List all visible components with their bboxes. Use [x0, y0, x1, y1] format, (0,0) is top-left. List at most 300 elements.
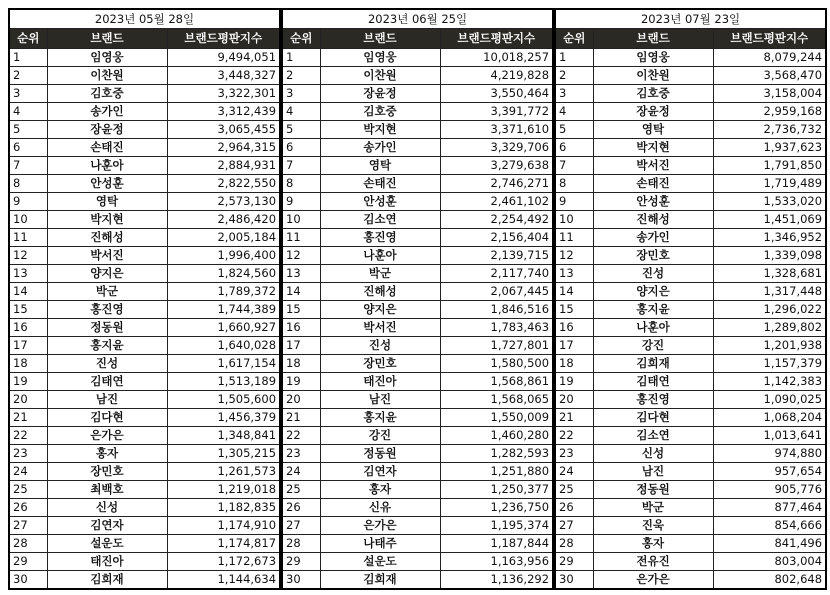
- score-cell: 1,142,383: [713, 373, 826, 391]
- table-row: [555, 157, 826, 175]
- rank-cell: 29: [9, 553, 47, 571]
- rank-cell: 10: [282, 211, 320, 229]
- brand-cell: 김다현: [47, 409, 167, 427]
- rank-header: 순위: [282, 29, 320, 49]
- rank-cell: 21: [9, 409, 47, 427]
- score-cell: 1,937,623: [713, 139, 826, 157]
- score-cell: 1,174,910: [167, 517, 280, 535]
- score-cell: 1,568,065: [440, 391, 553, 409]
- score-cell: 2,117,740: [440, 265, 553, 283]
- score-cell: 1,305,215: [167, 445, 280, 463]
- rank-cell: 14: [555, 283, 593, 301]
- table-row: [555, 571, 826, 590]
- brand-cell: 홍자: [320, 481, 440, 499]
- table-row: [9, 445, 280, 463]
- score-cell: 2,067,445: [440, 283, 553, 301]
- table-row: [9, 211, 280, 229]
- table-row: [9, 103, 280, 121]
- table-row: [282, 175, 553, 193]
- brand-cell: 영탁: [593, 121, 713, 139]
- rank-cell: 7: [282, 157, 320, 175]
- brand-cell: 태진아: [320, 373, 440, 391]
- brand-cell: 박서진: [47, 247, 167, 265]
- rank-cell: 13: [9, 265, 47, 283]
- score-cell: 2,736,732: [713, 121, 826, 139]
- brand-cell: 박지현: [593, 139, 713, 157]
- score-cell: 1,282,593: [440, 445, 553, 463]
- brand-cell: 영탁: [320, 157, 440, 175]
- table-row: [9, 139, 280, 157]
- score-cell: 3,158,004: [713, 85, 826, 103]
- brand-cell: 은가은: [593, 571, 713, 590]
- table-row: [282, 193, 553, 211]
- rank-cell: 28: [282, 535, 320, 553]
- rank-cell: 3: [9, 85, 47, 103]
- brand-cell: 신성: [593, 445, 713, 463]
- table-row: [9, 427, 280, 445]
- table-row: [282, 211, 553, 229]
- brand-cell: 진성: [320, 337, 440, 355]
- table-row: [555, 499, 826, 517]
- table-row: [282, 247, 553, 265]
- table-row: [555, 463, 826, 481]
- brand-cell: 안성훈: [320, 193, 440, 211]
- table-row: [555, 445, 826, 463]
- brand-cell: 임영웅: [320, 49, 440, 67]
- brand-cell: 이찬원: [320, 67, 440, 85]
- table-row: [282, 283, 553, 301]
- table-row: [555, 211, 826, 229]
- score-cell: 1,550,009: [440, 409, 553, 427]
- brand-cell: 태진아: [47, 553, 167, 571]
- score-cell: 1,791,850: [713, 157, 826, 175]
- score-cell: 905,776: [713, 481, 826, 499]
- rank-cell: 21: [282, 409, 320, 427]
- brand-cell: 나훈아: [320, 247, 440, 265]
- score-cell: 1,201,938: [713, 337, 826, 355]
- table-row: [555, 409, 826, 427]
- rank-cell: 23: [555, 445, 593, 463]
- score-cell: 3,065,455: [167, 121, 280, 139]
- brand-cell: 김소연: [320, 211, 440, 229]
- rank-cell: 12: [282, 247, 320, 265]
- score-cell: 1,090,025: [713, 391, 826, 409]
- score-cell: 1,174,817: [167, 535, 280, 553]
- rank-cell: 26: [555, 499, 593, 517]
- brand-cell: 박지현: [47, 211, 167, 229]
- table-row: [9, 175, 280, 193]
- table-row: [555, 391, 826, 409]
- table-row: [282, 103, 553, 121]
- table-row: [555, 49, 826, 67]
- table-row: [282, 445, 553, 463]
- table-row: [9, 517, 280, 535]
- rank-cell: 4: [555, 103, 593, 121]
- rank-cell: 5: [282, 121, 320, 139]
- score-cell: 1,783,463: [440, 319, 553, 337]
- score-header: 브랜드평판지수: [167, 29, 280, 49]
- score-cell: 1,348,841: [167, 427, 280, 445]
- table-row: [9, 193, 280, 211]
- table-row: [282, 337, 553, 355]
- score-cell: 1,339,098: [713, 247, 826, 265]
- score-cell: 3,568,470: [713, 67, 826, 85]
- score-cell: 1,172,673: [167, 553, 280, 571]
- brand-cell: 은가은: [47, 427, 167, 445]
- score-cell: 3,391,772: [440, 103, 553, 121]
- brand-cell: 송가인: [593, 229, 713, 247]
- table-row: [9, 499, 280, 517]
- brand-cell: 양지은: [47, 265, 167, 283]
- table-row: [282, 157, 553, 175]
- score-cell: 2,486,420: [167, 211, 280, 229]
- rank-cell: 4: [9, 103, 47, 121]
- score-cell: 1,568,861: [440, 373, 553, 391]
- brand-cell: 최백호: [47, 481, 167, 499]
- score-cell: 1,136,292: [440, 571, 553, 590]
- brand-cell: 박서진: [593, 157, 713, 175]
- ranking-tables: [8, 8, 822, 587]
- brand-cell: 김희재: [320, 571, 440, 590]
- rank-cell: 5: [9, 121, 47, 139]
- score-cell: 1,640,028: [167, 337, 280, 355]
- table-row: [555, 103, 826, 121]
- score-cell: 803,004: [713, 553, 826, 571]
- table-row: [9, 373, 280, 391]
- brand-cell: 설운도: [47, 535, 167, 553]
- rank-cell: 4: [282, 103, 320, 121]
- rank-cell: 10: [555, 211, 593, 229]
- table-row: [282, 427, 553, 445]
- table-row: [555, 373, 826, 391]
- brand-cell: 임영웅: [593, 49, 713, 67]
- score-cell: 957,654: [713, 463, 826, 481]
- score-cell: 1,824,560: [167, 265, 280, 283]
- rank-cell: 17: [555, 337, 593, 355]
- rank-cell: 18: [9, 355, 47, 373]
- rank-cell: 6: [282, 139, 320, 157]
- table-row: [555, 229, 826, 247]
- rank-cell: 8: [9, 175, 47, 193]
- brand-cell: 김희재: [47, 571, 167, 590]
- score-cell: 1,744,389: [167, 301, 280, 319]
- rank-cell: 6: [555, 139, 593, 157]
- score-cell: 3,448,327: [167, 67, 280, 85]
- score-cell: 1,296,022: [713, 301, 826, 319]
- brand-cell: 신유: [320, 499, 440, 517]
- score-cell: 1,261,573: [167, 463, 280, 481]
- brand-cell: 남진: [593, 463, 713, 481]
- rank-cell: 30: [282, 571, 320, 590]
- table-row: [555, 355, 826, 373]
- score-cell: 2,461,102: [440, 193, 553, 211]
- score-cell: 1,187,844: [440, 535, 553, 553]
- table-row: [9, 481, 280, 499]
- brand-cell: 남진: [320, 391, 440, 409]
- score-cell: 1,505,600: [167, 391, 280, 409]
- table-body: [282, 49, 553, 590]
- ranking-table-1: [8, 8, 281, 590]
- score-cell: 2,139,715: [440, 247, 553, 265]
- brand-cell: 홍자: [47, 445, 167, 463]
- rank-cell: 25: [282, 481, 320, 499]
- brand-cell: 김호중: [320, 103, 440, 121]
- score-cell: 3,312,439: [167, 103, 280, 121]
- rank-cell: 9: [9, 193, 47, 211]
- rank-cell: 23: [282, 445, 320, 463]
- brand-cell: 양지은: [320, 301, 440, 319]
- score-cell: 1,250,377: [440, 481, 553, 499]
- rank-cell: 20: [555, 391, 593, 409]
- brand-cell: 장윤정: [320, 85, 440, 103]
- rank-cell: 20: [9, 391, 47, 409]
- score-cell: 2,964,315: [167, 139, 280, 157]
- brand-cell: 안성훈: [593, 193, 713, 211]
- rank-cell: 15: [9, 301, 47, 319]
- rank-cell: 19: [282, 373, 320, 391]
- rank-cell: 30: [9, 571, 47, 590]
- brand-cell: 손태진: [593, 175, 713, 193]
- table-row: [555, 193, 826, 211]
- table-row: [9, 247, 280, 265]
- rank-header: 순위: [9, 29, 47, 49]
- rank-cell: 24: [555, 463, 593, 481]
- brand-cell: 김태연: [47, 373, 167, 391]
- score-cell: 2,822,550: [167, 175, 280, 193]
- brand-cell: 박군: [593, 499, 713, 517]
- rank-cell: 12: [9, 247, 47, 265]
- rank-cell: 11: [282, 229, 320, 247]
- score-cell: 1,328,681: [713, 265, 826, 283]
- brand-cell: 박군: [320, 265, 440, 283]
- brand-cell: 홍지윤: [47, 337, 167, 355]
- score-cell: 2,005,184: [167, 229, 280, 247]
- rank-cell: 18: [555, 355, 593, 373]
- table-row: [9, 229, 280, 247]
- score-header: 브랜드평판지수: [440, 29, 553, 49]
- table-row: [9, 337, 280, 355]
- table-date: 2023년 06월 25일: [282, 9, 553, 29]
- score-cell: 974,880: [713, 445, 826, 463]
- table-row: [9, 355, 280, 373]
- score-cell: 1,617,154: [167, 355, 280, 373]
- table-row: [555, 283, 826, 301]
- rank-cell: 14: [9, 283, 47, 301]
- table-row: [282, 517, 553, 535]
- brand-cell: 홍자: [593, 535, 713, 553]
- table-row: [9, 49, 280, 67]
- score-cell: 3,371,610: [440, 121, 553, 139]
- brand-cell: 홍지윤: [320, 409, 440, 427]
- brand-cell: 김연자: [47, 517, 167, 535]
- score-cell: 1,719,489: [713, 175, 826, 193]
- table-row: [282, 139, 553, 157]
- table-row: [282, 553, 553, 571]
- table-row: [282, 229, 553, 247]
- score-cell: 1,346,952: [713, 229, 826, 247]
- score-cell: 1,460,280: [440, 427, 553, 445]
- table-row: [282, 319, 553, 337]
- rank-cell: 23: [9, 445, 47, 463]
- brand-cell: 김희재: [593, 355, 713, 373]
- rank-cell: 2: [9, 67, 47, 85]
- brand-cell: 안성훈: [47, 175, 167, 193]
- table-row: [282, 481, 553, 499]
- rank-cell: 14: [282, 283, 320, 301]
- score-cell: 1,195,374: [440, 517, 553, 535]
- brand-cell: 김다현: [593, 409, 713, 427]
- table-body: [9, 49, 280, 590]
- table-body: [555, 49, 826, 590]
- rank-cell: 29: [282, 553, 320, 571]
- table-row: [555, 121, 826, 139]
- rank-cell: 3: [555, 85, 593, 103]
- score-cell: 1,533,020: [713, 193, 826, 211]
- rank-cell: 21: [555, 409, 593, 427]
- score-cell: 1,289,802: [713, 319, 826, 337]
- rank-cell: 22: [9, 427, 47, 445]
- score-cell: 1,789,372: [167, 283, 280, 301]
- score-cell: 3,550,464: [440, 85, 553, 103]
- score-cell: 1,144,634: [167, 571, 280, 590]
- brand-cell: 진해성: [320, 283, 440, 301]
- brand-cell: 박서진: [320, 319, 440, 337]
- table-row: [9, 319, 280, 337]
- table-row: [282, 49, 553, 67]
- rank-cell: 22: [282, 427, 320, 445]
- rank-cell: 17: [9, 337, 47, 355]
- brand-cell: 박지현: [320, 121, 440, 139]
- rank-cell: 2: [555, 67, 593, 85]
- table-row: [282, 301, 553, 319]
- table-row: [9, 409, 280, 427]
- rank-cell: 27: [555, 517, 593, 535]
- rank-cell: 25: [555, 481, 593, 499]
- table-row: [9, 265, 280, 283]
- table-row: [555, 301, 826, 319]
- rank-cell: 20: [282, 391, 320, 409]
- ranking-table-3: [554, 8, 827, 590]
- score-cell: 1,157,379: [713, 355, 826, 373]
- table-row: [9, 85, 280, 103]
- brand-cell: 송가인: [47, 103, 167, 121]
- brand-cell: 홍진영: [593, 391, 713, 409]
- rank-cell: 15: [282, 301, 320, 319]
- brand-cell: 이찬원: [47, 67, 167, 85]
- score-cell: 1,456,379: [167, 409, 280, 427]
- rank-cell: 10: [9, 211, 47, 229]
- rank-cell: 30: [555, 571, 593, 590]
- table-row: [9, 157, 280, 175]
- rank-cell: 17: [282, 337, 320, 355]
- brand-cell: 손태진: [320, 175, 440, 193]
- brand-cell: 남진: [47, 391, 167, 409]
- rank-cell: 6: [9, 139, 47, 157]
- rank-cell: 24: [9, 463, 47, 481]
- rank-header: 순위: [555, 29, 593, 49]
- table-row: [555, 337, 826, 355]
- brand-header: 브랜드: [47, 29, 167, 49]
- brand-cell: 정동원: [47, 319, 167, 337]
- score-cell: 1,846,516: [440, 301, 553, 319]
- rank-cell: 24: [282, 463, 320, 481]
- score-cell: 802,648: [713, 571, 826, 590]
- score-cell: 4,219,828: [440, 67, 553, 85]
- rank-cell: 11: [9, 229, 47, 247]
- table-row: [555, 85, 826, 103]
- brand-cell: 임영웅: [47, 49, 167, 67]
- brand-cell: 장윤정: [47, 121, 167, 139]
- rank-cell: 27: [9, 517, 47, 535]
- table-row: [282, 121, 553, 139]
- table-row: [9, 463, 280, 481]
- brand-cell: 김연자: [320, 463, 440, 481]
- table-row: [282, 535, 553, 553]
- table-row: [9, 391, 280, 409]
- table-row: [282, 409, 553, 427]
- brand-cell: 진해성: [47, 229, 167, 247]
- brand-cell: 전유진: [593, 553, 713, 571]
- brand-cell: 은가은: [320, 517, 440, 535]
- score-cell: 3,322,301: [167, 85, 280, 103]
- table-row: [282, 85, 553, 103]
- rank-cell: 29: [555, 553, 593, 571]
- brand-cell: 영탁: [47, 193, 167, 211]
- table-row: [282, 67, 553, 85]
- brand-cell: 진성: [593, 265, 713, 283]
- table-row: [9, 301, 280, 319]
- table-row: [282, 463, 553, 481]
- brand-cell: 송가인: [320, 139, 440, 157]
- table-row: [555, 481, 826, 499]
- score-cell: 1,068,204: [713, 409, 826, 427]
- score-cell: 2,959,168: [713, 103, 826, 121]
- table-date: 2023년 05월 28일: [9, 9, 280, 29]
- table-date: 2023년 07월 23일: [555, 9, 826, 29]
- brand-cell: 김호중: [47, 85, 167, 103]
- rank-cell: 25: [9, 481, 47, 499]
- rank-cell: 16: [282, 319, 320, 337]
- table-row: [555, 535, 826, 553]
- table-row: [555, 247, 826, 265]
- brand-cell: 정동원: [593, 481, 713, 499]
- table-row: [555, 67, 826, 85]
- brand-cell: 진성: [47, 355, 167, 373]
- score-cell: 1,580,500: [440, 355, 553, 373]
- brand-cell: 장민호: [593, 247, 713, 265]
- table-row: [555, 319, 826, 337]
- brand-cell: 정동원: [320, 445, 440, 463]
- table-row: [555, 175, 826, 193]
- score-cell: 2,746,271: [440, 175, 553, 193]
- brand-cell: 강진: [320, 427, 440, 445]
- table-row: [282, 265, 553, 283]
- rank-cell: 13: [555, 265, 593, 283]
- rank-cell: 18: [282, 355, 320, 373]
- rank-cell: 16: [555, 319, 593, 337]
- brand-cell: 양지은: [593, 283, 713, 301]
- brand-cell: 나태주: [320, 535, 440, 553]
- table-row: [282, 355, 553, 373]
- rank-cell: 11: [555, 229, 593, 247]
- brand-cell: 진해성: [593, 211, 713, 229]
- table-row: [555, 517, 826, 535]
- table-row: [9, 121, 280, 139]
- brand-cell: 장민호: [320, 355, 440, 373]
- rank-cell: 15: [555, 301, 593, 319]
- score-cell: 8,079,244: [713, 49, 826, 67]
- rank-cell: 3: [282, 85, 320, 103]
